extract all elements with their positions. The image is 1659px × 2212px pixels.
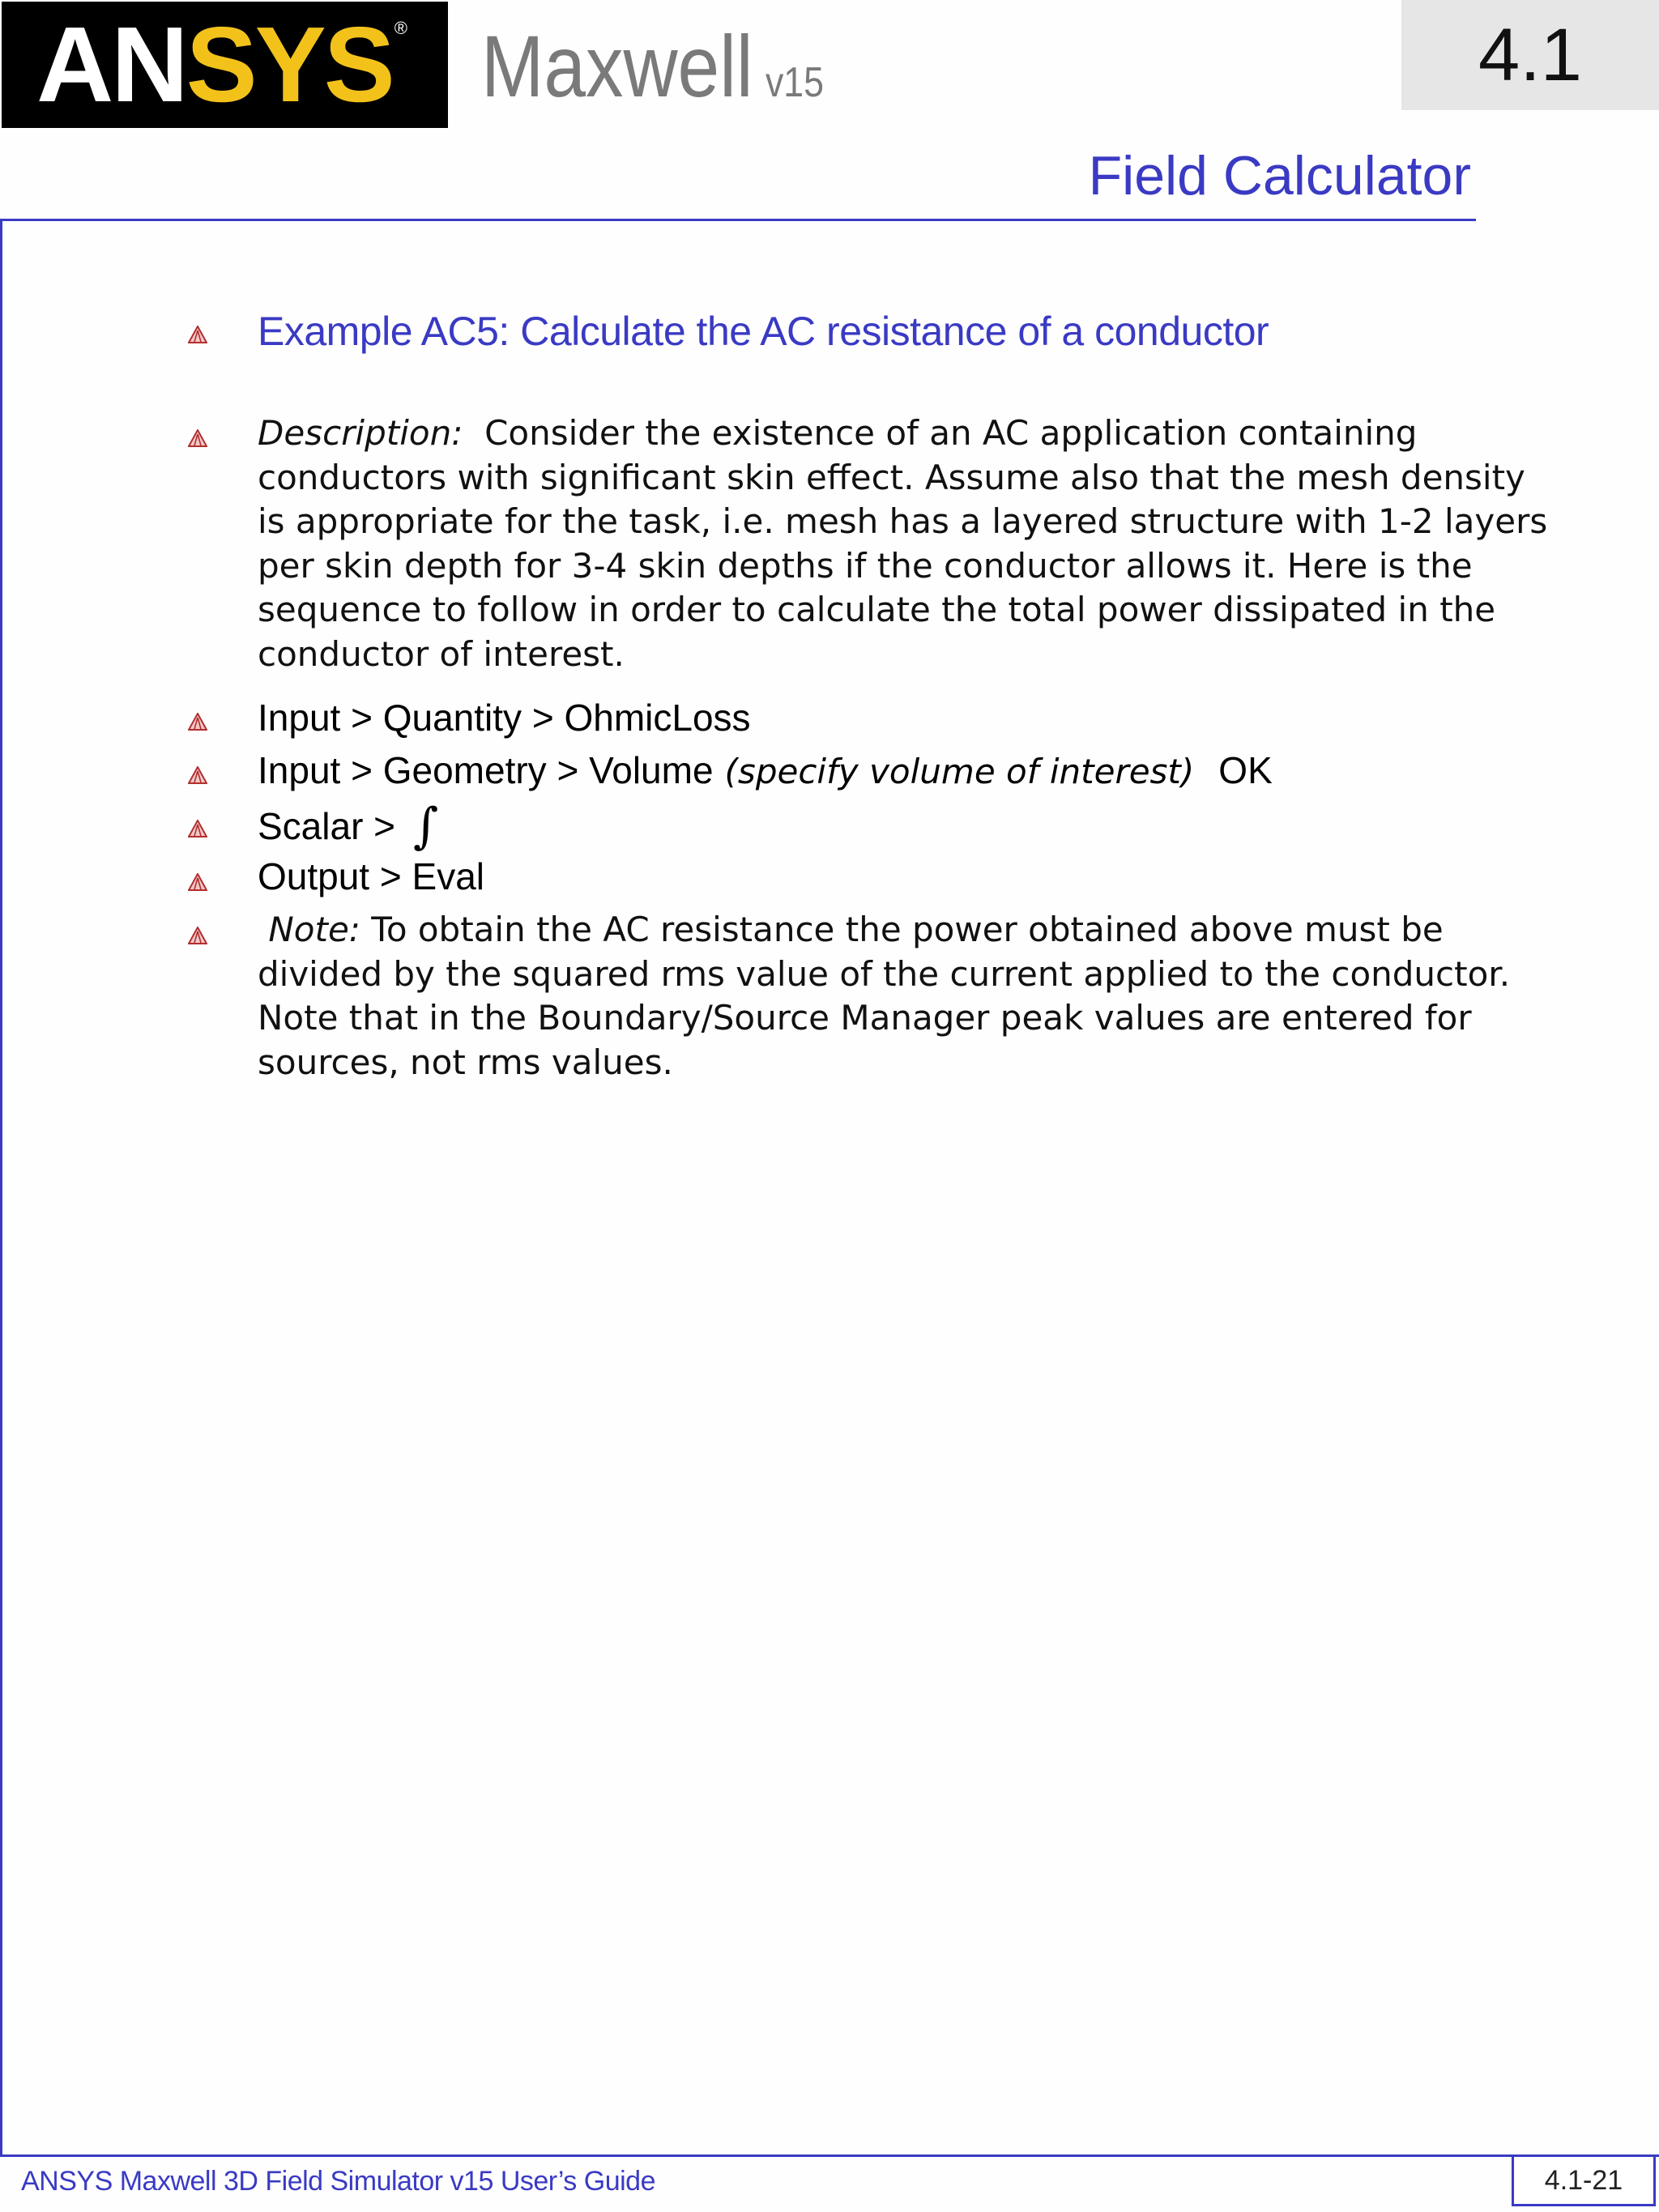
example-heading: Example AC5: Calculate the AC resistance of a conductor xyxy=(258,309,1269,354)
triangle-bullet-icon xyxy=(188,820,207,837)
product-title: Maxwell xyxy=(481,17,753,115)
description-paragraph xyxy=(258,411,1562,676)
note-label: Note: xyxy=(268,910,360,949)
triangle-bullet-icon xyxy=(188,873,207,891)
registered-mark: ® xyxy=(394,18,405,38)
step-scalar-text: Scalar > xyxy=(258,805,396,847)
description-label: Description: xyxy=(258,413,463,453)
product-version: v15 xyxy=(765,59,825,106)
ansys-logo xyxy=(2,2,448,128)
integral-icon: ∫ xyxy=(413,798,439,855)
page-number: 4.1-21 xyxy=(1544,2164,1623,2196)
chapter-label: 4.1 xyxy=(1478,13,1582,96)
chapter-number xyxy=(1401,0,1659,110)
step-geometry-text: Input > Geometry > Volume xyxy=(258,749,714,791)
step-scalar-integral xyxy=(258,798,1562,855)
step-geometry-volume xyxy=(258,746,1562,796)
footer-guide-title: ANSYS Maxwell 3D Field Simulator v15 User’s Guide xyxy=(21,2166,655,2197)
triangle-bullet-icon xyxy=(188,927,207,944)
left-rule xyxy=(0,219,2,2156)
note-text: To obtain the AC resistance the power obtained above must be divided by the squared rms value of the current applied to the conductor. Note that in the Boundary/Source Manager peak values are entered for sources, not rms values. xyxy=(258,910,1511,1082)
logo-text-an: AN xyxy=(36,5,186,124)
note-paragraph xyxy=(258,908,1562,1085)
footer-rule xyxy=(0,2154,1659,2157)
logo-text-sys: SYS xyxy=(186,5,393,124)
page-number-box xyxy=(1512,2154,1656,2206)
step-ohmic-loss: Input > Quantity > OhmicLoss xyxy=(258,697,751,739)
triangle-bullet-icon xyxy=(188,766,207,784)
triangle-bullet-icon xyxy=(188,326,207,343)
header-rule xyxy=(0,219,1476,221)
section-title: Field Calculator xyxy=(1088,145,1471,207)
product-name xyxy=(481,17,825,115)
triangle-bullet-icon xyxy=(188,713,207,731)
step-geometry-ok: OK xyxy=(1218,749,1273,791)
step-output-eval: Output > Eval xyxy=(258,855,484,897)
triangle-bullet-icon xyxy=(188,429,207,447)
step-geometry-note: (specify volume of interest) xyxy=(724,752,1195,791)
description-text: Consider the existence of an AC application containing conductors with significant skin effect. Assume also that the mesh density is appropriate for the task, i.e. mesh has a layered structure with 1-2 layers per skin depth for 3-4 skin depths if the conductor allows it. Here is the sequence to follow in order to calculate the total power dissipated in the conductor of interest. xyxy=(258,413,1548,674)
